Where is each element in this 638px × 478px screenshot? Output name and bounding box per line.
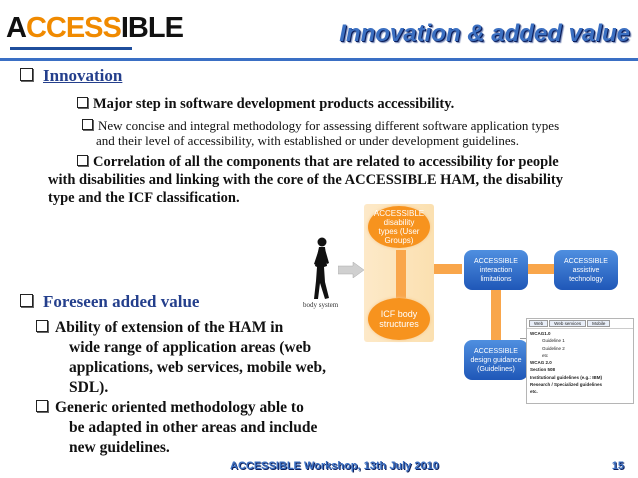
added-value-item-1-line-3: applications, web services, mobile web, bbox=[69, 359, 327, 376]
header-rule bbox=[0, 58, 638, 61]
innovation-point-3-line-1: Correlation of all the components that are related to accessibility for people bbox=[93, 154, 559, 170]
page-number: 15 bbox=[611, 460, 624, 472]
logo-letters: CCESS bbox=[25, 11, 121, 44]
innovation-heading bbox=[20, 66, 122, 86]
node-disability-types-text: ACCESSIBLE disability types (User Groups) bbox=[373, 209, 425, 245]
node-interaction-limitations bbox=[464, 250, 528, 290]
innovation-point-2-line-1: New concise and integral methodology for assessing different software application types bbox=[98, 118, 560, 133]
innovation-point-1 bbox=[77, 95, 617, 113]
accessible-logo bbox=[6, 6, 183, 50]
checkbox-bullet-icon bbox=[36, 320, 48, 332]
arrow-right-icon bbox=[338, 262, 364, 278]
logo-letters: A bbox=[6, 11, 26, 44]
node-assistive-technology bbox=[554, 250, 618, 290]
guide-item: WCAG1.0 bbox=[530, 331, 551, 336]
node-icf-text: ICF body structures bbox=[379, 309, 419, 329]
guide-item: Guideline 1 bbox=[542, 338, 565, 344]
added-value-item-2-line-2: be adapted in other areas and include bbox=[69, 419, 318, 436]
footer bbox=[0, 459, 638, 477]
connector-horizontal-2 bbox=[528, 264, 554, 274]
checkbox-bullet-icon bbox=[20, 294, 33, 307]
tab-web[interactable]: Web bbox=[529, 320, 548, 327]
node-disability-types bbox=[368, 206, 430, 248]
added-value-item-1-line-2: wide range of application areas (web bbox=[69, 339, 312, 356]
checkbox-bullet-icon bbox=[77, 155, 88, 166]
node-assistive-text: ACCESSIBLE assistive technology bbox=[564, 257, 608, 283]
panel-connector bbox=[520, 338, 526, 339]
innovation-point-3-line-2: with disabilities and linking with the core of the ACCESSIBLE HAM, the disability bbox=[48, 172, 563, 188]
innovation-point-2-line-2: and their level of accessibility, with established or under development guidelines. bbox=[96, 133, 519, 148]
guidelines-tabs bbox=[527, 319, 633, 329]
innovation-point-3-line-3: type and the ICF classification. bbox=[48, 190, 240, 206]
guide-item: etc bbox=[542, 352, 549, 358]
body-system-label: body system bbox=[303, 301, 339, 309]
connector-horizontal-1 bbox=[434, 264, 462, 274]
checkbox-bullet-icon bbox=[82, 119, 93, 130]
footer-text: ACCESSIBLE Workshop, 13th July 2010 bbox=[230, 460, 439, 472]
innovation-point-2 bbox=[82, 118, 630, 148]
checkbox-bullet-icon bbox=[36, 400, 48, 412]
added-value-item-1-line-4: SDL). bbox=[69, 379, 109, 396]
checkbox-bullet-icon bbox=[77, 97, 88, 108]
node-design-guidance bbox=[464, 340, 528, 380]
added-value-item-1 bbox=[36, 318, 346, 398]
added-value-heading bbox=[20, 292, 199, 312]
guide-item: Research / Specialized guidelines bbox=[530, 382, 603, 388]
added-value-heading-text: Foreseen added value bbox=[43, 292, 200, 311]
tab-mobile[interactable]: Mobile bbox=[587, 320, 610, 327]
added-value-item-2-line-3: new guidelines. bbox=[69, 439, 170, 456]
tab-web-services[interactable]: Web services bbox=[549, 320, 586, 327]
logo-underline bbox=[10, 47, 132, 50]
guide-item: Section 508 bbox=[530, 367, 556, 373]
added-value-item-2-line-1: Generic oriented methodology able to bbox=[55, 399, 304, 416]
connector-vertical bbox=[396, 250, 406, 298]
slide-title: Innovation & added value bbox=[339, 20, 630, 47]
added-value-item-1-line-1: Ability of extension of the HAM in bbox=[55, 319, 284, 336]
walking-person-icon bbox=[306, 236, 336, 302]
logo-text bbox=[6, 12, 183, 45]
innovation-point-1-text: Major step in software development products accessibility. bbox=[93, 96, 455, 112]
added-value-item-2 bbox=[36, 398, 346, 458]
checkbox-bullet-icon bbox=[20, 68, 33, 81]
node-design-guidance-text: ACCESSIBLE design guidance (Guidelines) bbox=[470, 347, 522, 373]
node-icf bbox=[368, 298, 430, 340]
node-interaction-text: ACCESSIBLE interaction limitations bbox=[474, 257, 518, 283]
innovation-point-3 bbox=[44, 153, 634, 207]
guide-item: Guideline 2 bbox=[542, 345, 565, 351]
guide-item: etc. bbox=[530, 389, 538, 395]
guide-item: WCAG 2.0 bbox=[530, 360, 552, 366]
connector-vertical-2 bbox=[491, 290, 501, 340]
guidelines-panel bbox=[526, 318, 634, 404]
guide-item: Institutional guidelines (e.g.: IBM) bbox=[530, 374, 602, 380]
logo-letters: IBLE bbox=[120, 11, 183, 44]
innovation-heading-text: Innovation bbox=[43, 66, 123, 85]
